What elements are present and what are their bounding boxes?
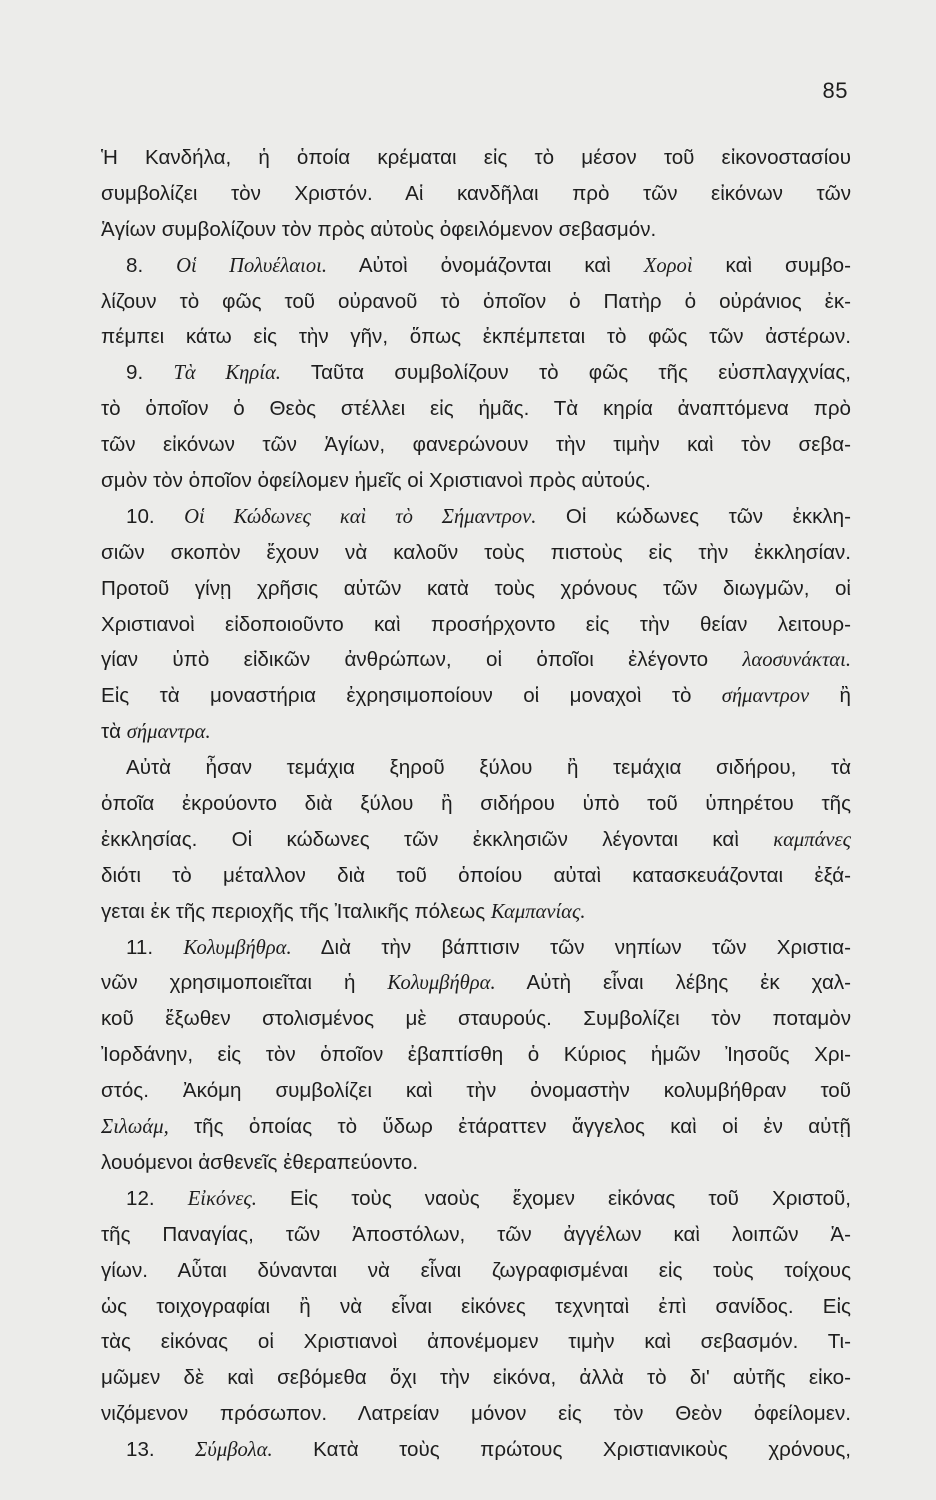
text-line xyxy=(101,1432,851,1468)
italic-term: Καμπανίας. xyxy=(490,900,586,923)
italic-term: Σιλωάμ, xyxy=(101,1116,169,1139)
text-line xyxy=(101,427,851,463)
text-line xyxy=(101,786,851,822)
text-line xyxy=(101,1324,851,1360)
text-run: Εἰς τοὺς ναοὺς ἔχομεν εἰκόνας τοῦ Χριστοῦ, xyxy=(256,1186,851,1210)
text-line xyxy=(101,1001,851,1037)
text-run: Προτοῦ γίνῃ χρῆσις αὐτῶν κατὰ τοὺς χρόνους τῶν διωγμῶν, οἱ xyxy=(101,576,851,600)
text-line xyxy=(101,1217,851,1253)
text-run: γίαν ὑπὸ εἰδικῶν ἀνθρώπων, οἱ ὁποῖοι ἐλέγοντο xyxy=(101,648,743,672)
text-line xyxy=(101,499,851,535)
text-line xyxy=(101,1109,851,1145)
text-run: 11. xyxy=(126,935,184,959)
italic-term: Σύμβολα. xyxy=(195,1439,273,1462)
text-run: Ἁγίων συμβολίζουν τὸν πρὸς αὐτοὺς ὀφειλόμενον σεβασμόν. xyxy=(101,217,657,241)
text-line xyxy=(101,284,851,320)
text-line xyxy=(101,1145,851,1181)
text-run: κοῦ ἔξωθεν στολισμένος μὲ σταυρούς. Συμβολίζει τὸν ποταμὸν xyxy=(101,1007,851,1031)
text-run: γεται ἐκ τῆς περιοχῆς τῆς Ἰταλικῆς πόλεως xyxy=(101,899,491,923)
italic-term: Κολυμβήθρα. xyxy=(183,936,292,959)
text-run: Αὐτὴ εἶναι λέβης ἐκ χαλ- xyxy=(495,971,852,995)
body-text xyxy=(101,140,851,1468)
italic-term: σήμαντρον xyxy=(721,685,810,708)
text-run: Χριστιανοὶ εἰδοποιοῦντο καὶ προσήρχοντο εἰς τὴν θείαν λειτουρ- xyxy=(101,612,851,636)
text-line xyxy=(101,1396,851,1432)
text-run: Διὰ τὴν βάπτισιν τῶν νηπίων τῶν Χριστια- xyxy=(291,935,851,959)
text-run: 9. xyxy=(126,361,174,385)
italic-term: Χοροὶ xyxy=(643,254,693,277)
italic-term: Οἱ Κώδωνες καὶ τὸ Σήμαντρον. xyxy=(184,505,537,528)
text-run: νιζόμενον πρόσωπον. Λατρείαν μόνον εἰς τὸν Θεὸν ὀφείλομεν. xyxy=(101,1402,851,1426)
text-run: στός. Ἀκόμη συμβολίζει καὶ τὴν ὀνομαστὴν κολυμβήθραν τοῦ xyxy=(101,1079,851,1103)
text-run: καὶ συμβο- xyxy=(692,253,851,277)
text-run: σιῶν σκοπὸν ἔχουν νὰ καλοῦν τοὺς πιστοὺς εἰς τὴν ἐκκλησίαν. xyxy=(101,540,851,564)
text-run: ὁποῖα ἐκρούοντο διὰ ξύλου ἢ σιδήρου ὑπὸ τοῦ ὑπηρέτου τῆς xyxy=(101,792,851,816)
text-run: τῶν εἰκόνων τῶν Ἁγίων, φανερώνουν τὴν τιμὴν καὶ τὸν σεβα- xyxy=(101,433,851,457)
text-run: τῆς ὁποίας τὸ ὕδωρ ἐτάραττεν ἄγγελος καὶ οἱ ἐν αὐτῇ xyxy=(168,1115,851,1139)
text-line xyxy=(101,319,851,355)
text-line xyxy=(101,750,851,786)
text-line xyxy=(101,1181,851,1217)
text-line xyxy=(101,176,851,212)
text-line xyxy=(101,571,851,607)
text-line xyxy=(101,1360,851,1396)
text-line xyxy=(101,607,851,643)
text-run: Κατὰ τοὺς πρώτους Χριστιανικοὺς χρόνους, xyxy=(272,1438,851,1462)
text-line xyxy=(101,965,851,1001)
text-line xyxy=(101,1037,851,1073)
text-run: Ἰορδάνην, εἰς τὸν ὁποῖον ἐβαπτίσθη ὁ Κύριος ἡμῶν Ἰησοῦς Χρι- xyxy=(101,1043,851,1067)
text-run: 13. xyxy=(126,1438,196,1462)
italic-term: Οἱ Πολυέλαιοι. xyxy=(176,254,328,277)
text-run: σμὸν τὸν ὁποῖον ὀφείλομεν ἡμεῖς οἱ Χριστιανοὶ πρὸς αὐτούς. xyxy=(101,469,651,493)
text-line xyxy=(101,858,851,894)
italic-term: Εἰκόνες. xyxy=(187,1187,257,1210)
text-run: συμβολίζει τὸν Χριστόν. Αἱ κανδῆλαι πρὸ τῶν εἰκόνων τῶν xyxy=(101,181,851,205)
text-run: ἐκκλησίας. Οἱ κώδωνες τῶν ἐκκλησιῶν λέγονται καὶ xyxy=(101,827,774,851)
text-run: Εἰς τὰ μοναστήρια ἐχρησιμοποίουν οἱ μοναχοὶ τὸ xyxy=(101,684,722,708)
italic-term: Κολυμβήθρα. xyxy=(387,972,496,995)
text-line xyxy=(101,642,851,678)
text-line xyxy=(101,894,851,930)
text-run: Ἡ Κανδήλα, ἡ ὁποία κρέμαται εἰς τὸ μέσον τοῦ εἰκονοστασίου xyxy=(101,146,851,169)
text-line xyxy=(101,463,851,499)
text-run: τὰς εἰκόνας οἱ Χριστιανοὶ ἀπονέμομεν τιμὴν καὶ σεβασμόν. Τι- xyxy=(101,1330,851,1354)
text-run: 12. xyxy=(126,1186,188,1210)
text-line xyxy=(101,1253,851,1289)
text-line xyxy=(101,678,851,714)
text-line xyxy=(101,212,851,248)
italic-term: σήμαντρα. xyxy=(126,721,211,744)
text-run: νῶν χρησιμοποιεῖται ἡ xyxy=(101,971,388,995)
page-number: 85 xyxy=(822,78,848,103)
text-line xyxy=(101,930,851,966)
text-run: τὰ xyxy=(101,720,127,744)
text-run: 8. xyxy=(126,253,177,277)
text-line xyxy=(101,714,851,750)
text-run: λουόμενοι ἀσθενεῖς ἐθεραπεύοντο. xyxy=(101,1150,419,1174)
text-run: Αὐτὰ ἦσαν τεμάχια ξηροῦ ξύλου ἢ τεμάχια σιδήρου, τὰ xyxy=(126,756,851,780)
text-run: 10. xyxy=(126,504,185,528)
text-run: τῆς Παναγίας, τῶν Ἀποστόλων, τῶν ἀγγέλων καὶ λοιπῶν Ἁ- xyxy=(101,1222,851,1246)
text-run: Αὐτοὶ ὀνομάζονται καὶ xyxy=(327,253,644,277)
italic-term: λαοσυνάκται. xyxy=(742,649,851,672)
text-line xyxy=(101,535,851,571)
italic-term: καμπάνες xyxy=(773,828,851,851)
text-run: γίων. Αὗται δύνανται νὰ εἶναι ζωγραφισμέναι εἰς τοὺς τοίχους xyxy=(101,1258,851,1282)
text-line xyxy=(101,822,851,858)
text-line xyxy=(101,391,851,427)
text-line xyxy=(101,1073,851,1109)
text-line xyxy=(101,140,851,176)
text-line xyxy=(101,248,851,284)
text-run: ὡς τοιχογραφίαι ἢ νὰ εἶναι εἰκόνες τεχνηταὶ ἐπὶ σανίδος. Εἰς xyxy=(101,1294,851,1318)
text-line xyxy=(101,355,851,391)
text-run: διότι τὸ μέταλλον διὰ τοῦ ὁποίου αὐταὶ κατασκευάζονται ἐξά- xyxy=(101,863,851,887)
text-run: Οἱ κώδωνες τῶν ἐκκλη- xyxy=(536,504,851,528)
text-run: μῶμεν δὲ καὶ σεβόμεθα ὄχι τὴν εἰκόνα, ἀλλὰ τὸ δι' αὐτῆς εἰκο- xyxy=(101,1366,851,1390)
text-line xyxy=(101,1289,851,1325)
text-run: πέμπει κάτω εἰς τὴν γῆν, ὅπως ἐκπέμπεται τὸ φῶς τῶν ἀστέρων. xyxy=(101,325,851,349)
text-run: ἢ xyxy=(809,684,851,708)
text-run: λίζουν τὸ φῶς τοῦ οὐρανοῦ τὸ ὁποῖον ὁ Πατὴρ ὁ οὐράνιος ἐκ- xyxy=(101,289,851,313)
italic-term: Τὰ Κηρία. xyxy=(173,362,281,385)
text-run: τὸ ὁποῖον ὁ Θεὸς στέλλει εἰς ἡμᾶς. Τὰ κηρία ἀναπτόμενα πρὸ xyxy=(101,397,851,421)
text-run: Ταῦτα συμβολίζουν τὸ φῶς τῆς εὐσπλαγχνίας, xyxy=(280,361,851,385)
